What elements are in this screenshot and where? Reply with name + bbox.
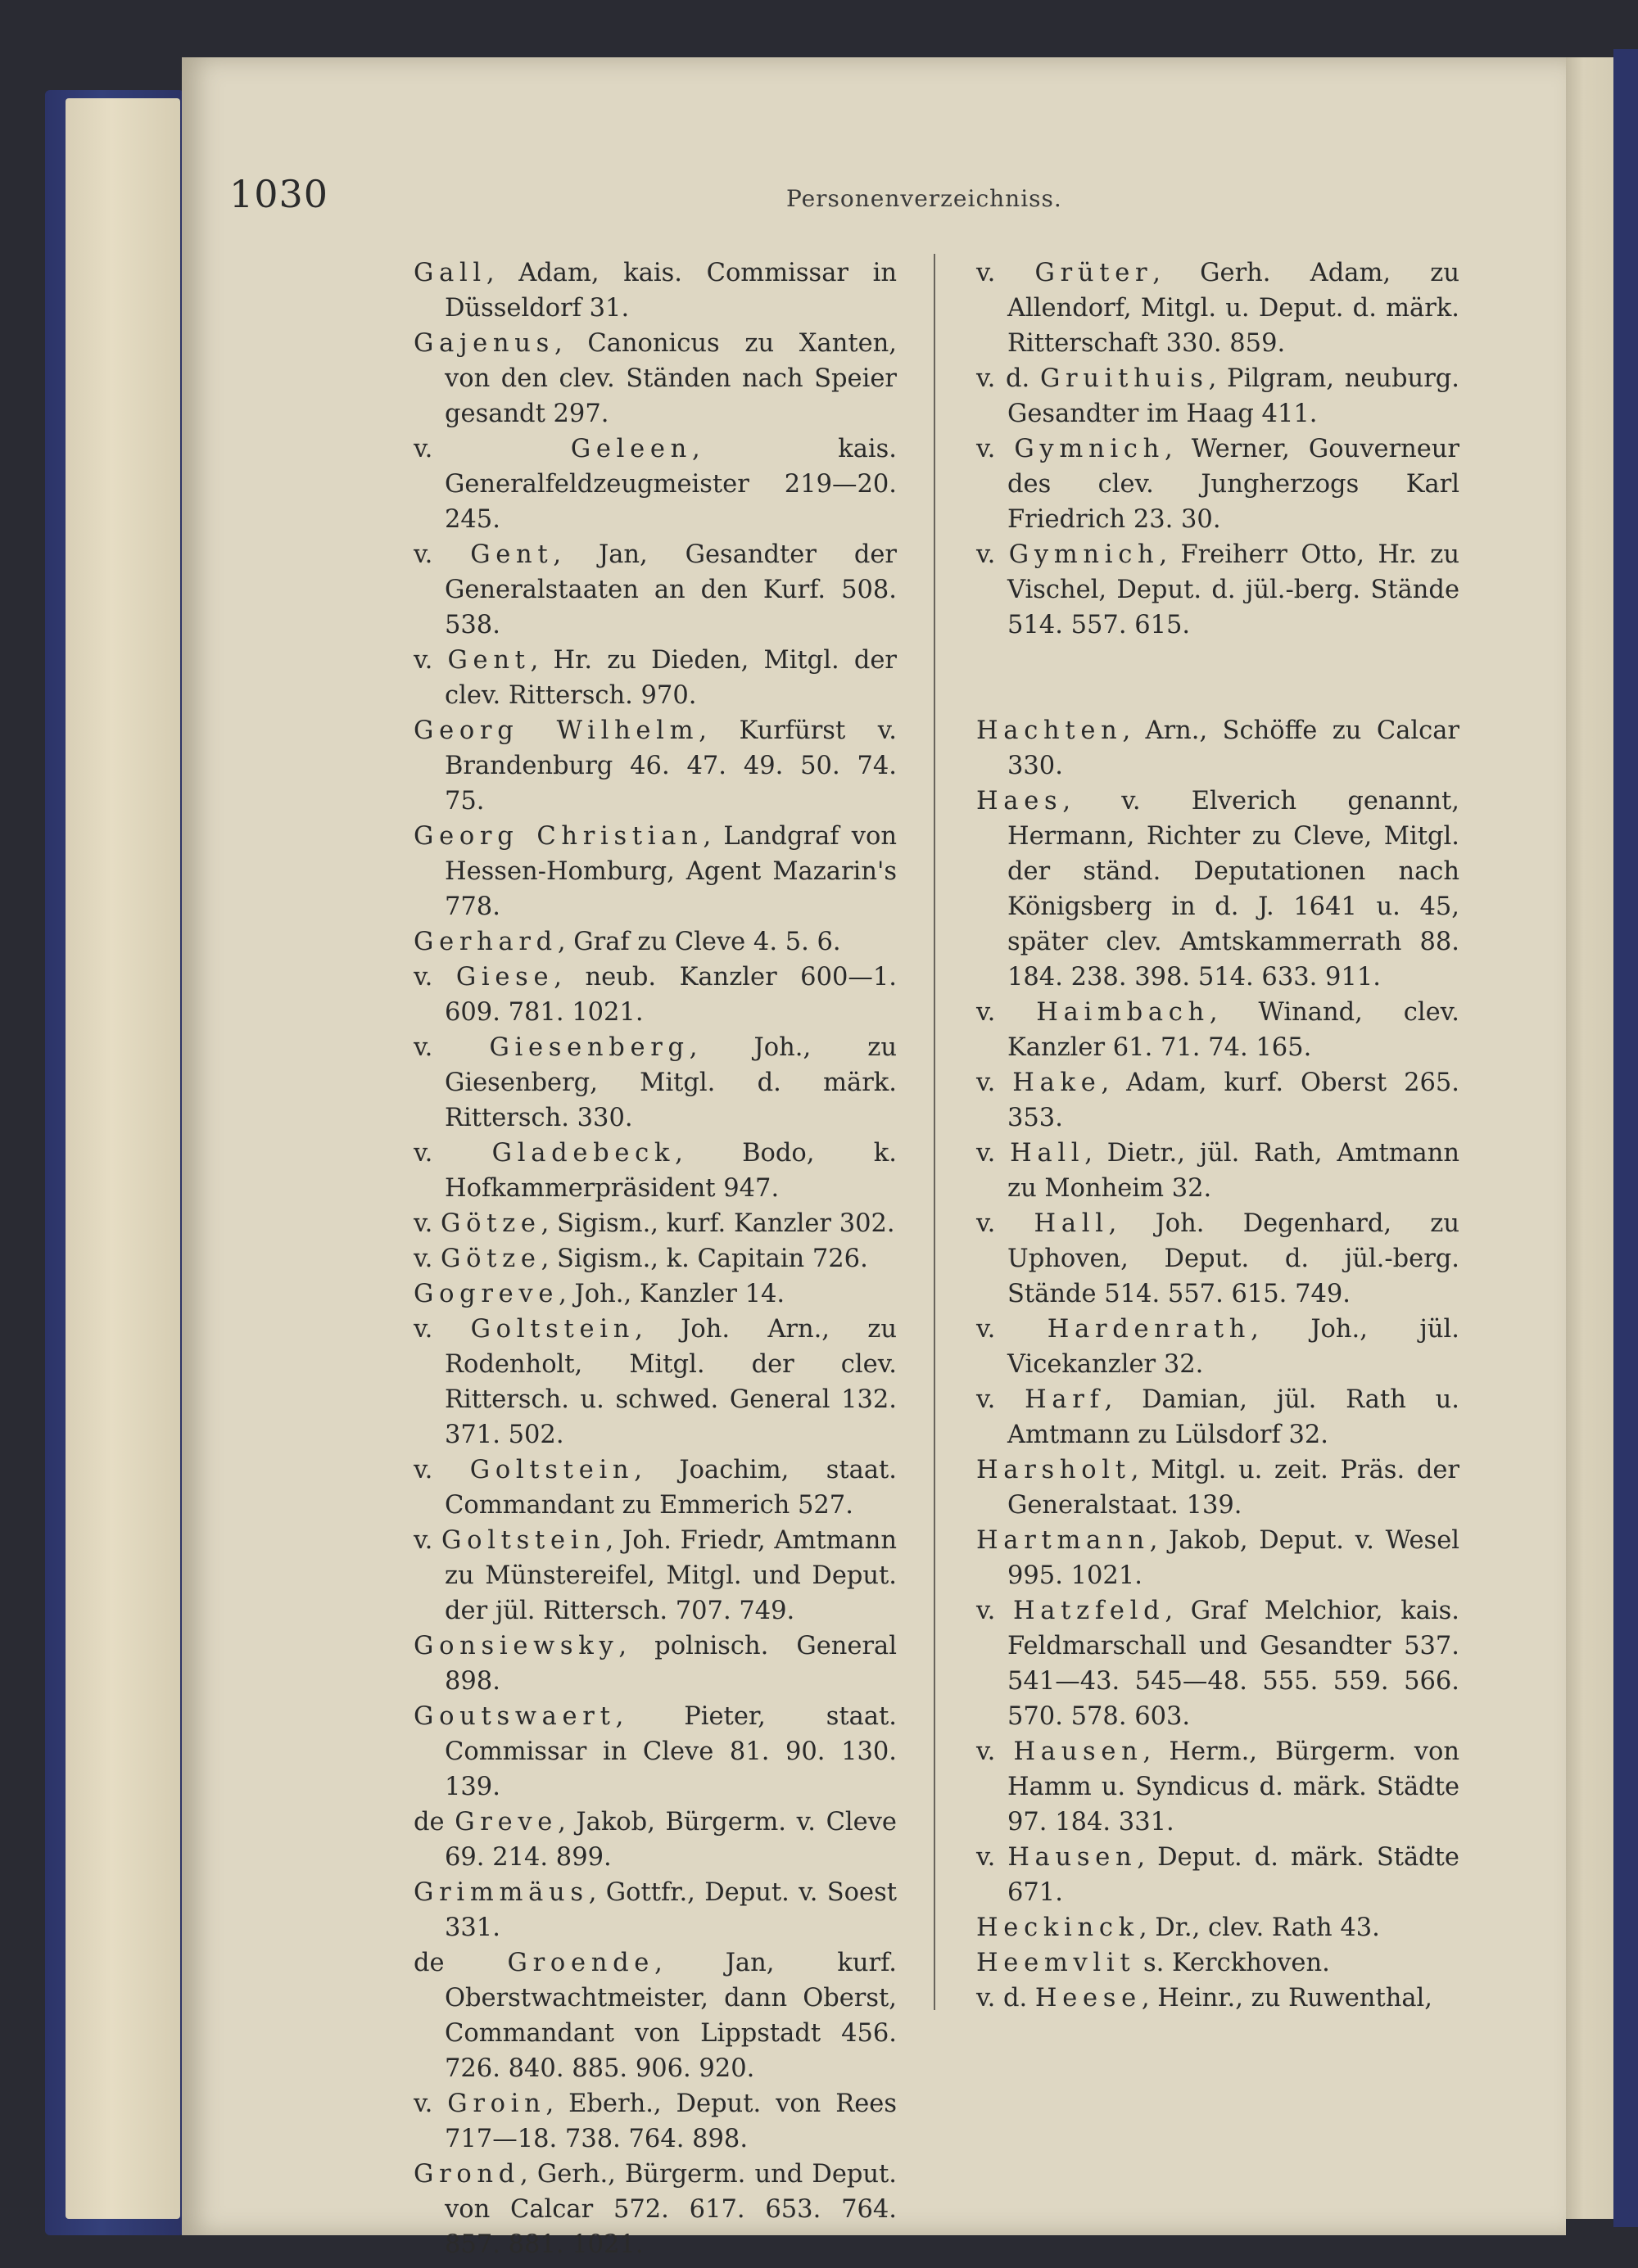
entry-prefix: v.: [976, 1139, 1011, 1168]
index-entry: [414, 643, 897, 713]
page-block-edge: [66, 98, 180, 2219]
index-entry: [976, 1382, 1459, 1453]
entry-prefix: v.: [414, 1139, 492, 1168]
entry-details: , v. Elverich genannt, Hermann, Richter zu Cleve, Mitgl. der ständ. Deputationen nach Königsberg in d. J. 1641 u. 45, später clev. Amtskammerrath 88. 184. 238. 398. 514. 633. 911.: [1007, 787, 1459, 992]
index-entry: [976, 1734, 1459, 1840]
index-entry: [414, 1875, 897, 1945]
entry-name: Heckinck: [976, 1913, 1139, 1942]
entry-details: , Damian, jül. Rath u. Amtmann zu Lülsdorf 32.: [1007, 1385, 1459, 1449]
entry-name: Gladebeck: [491, 1139, 676, 1168]
entry-name: Heese: [1034, 1984, 1142, 2013]
index-entry: [414, 1523, 897, 1629]
right-column: [976, 255, 1459, 2016]
entry-name: Hatzfeld: [1012, 1597, 1165, 1625]
entry-details: , kais. Generalfeldzeugmeister 219—20. 245.: [445, 435, 897, 534]
entry-name: Haes: [976, 787, 1063, 815]
index-entry: [976, 1840, 1459, 1910]
entry-name: Goltstein: [469, 1456, 635, 1484]
index-entry: [414, 819, 897, 924]
entry-name: Geleen: [570, 435, 692, 463]
index-entry: [414, 1699, 897, 1805]
entry-name: Giese: [455, 963, 554, 992]
entry-details: , Canonicus zu Xanten, von den clev. Ständen nach Speier gesandt 297.: [445, 329, 897, 428]
index-entry: [414, 431, 897, 537]
index-entry: [414, 537, 897, 643]
entry-prefix: v.: [976, 1597, 1013, 1625]
entry-name: Hall: [1034, 1209, 1109, 1238]
entry-prefix: v.: [414, 1456, 470, 1484]
index-entry: [976, 1945, 1459, 1981]
index-entry: [414, 2086, 897, 2157]
entry-name: Grüter: [1034, 259, 1153, 287]
index-entry: [414, 1136, 897, 1206]
entry-name: Gent: [470, 540, 554, 569]
entry-details: , Deput. d. märk. Städte 671.: [1007, 1843, 1459, 1907]
entry-name: Goltstein: [441, 1526, 606, 1555]
entry-prefix: de: [414, 1808, 455, 1837]
entry-details: , Dr., clev. Rath 43.: [1138, 1913, 1380, 1942]
entry-name: Hall: [1010, 1139, 1085, 1168]
index-entry: [414, 326, 897, 431]
left-column: [414, 255, 897, 2262]
entry-details: , Heinr., zu Ruwenthal,: [1141, 1984, 1432, 2013]
entry-details: , Herm., Bürgerm. von Hamm u. Syndicus d. märk. Städte 97. 184. 331.: [1007, 1737, 1459, 1837]
entry-details: , Gottfr., Deput. v. Soest 331.: [445, 1878, 897, 1942]
entry-name: Gerhard: [414, 928, 558, 956]
index-entry: [976, 1981, 1459, 2016]
entry-name: Gymnich: [1014, 435, 1165, 463]
entry-name: Grond: [414, 2160, 521, 2189]
entry-details: , Joh., jül. Vicekanzler 32.: [1007, 1315, 1459, 1379]
entry-details: , Joh., zu Giesenberg, Mitgl. d. märk. Rittersch. 330.: [445, 1033, 897, 1132]
entry-details: , neub. Kanzler 600—1. 609. 781. 1021.: [445, 963, 897, 1027]
entry-details: , Joh. Degenhard, zu Uphoven, Deput. d. jül.-berg. Stände 514. 557. 615. 749.: [1007, 1209, 1459, 1308]
index-entry: [414, 1945, 897, 2086]
entry-name: Götze: [441, 1245, 541, 1273]
running-title: Personenverzeichniss.: [786, 185, 1062, 212]
entry-prefix: v.: [976, 1209, 1034, 1238]
entry-name: Hartmann: [976, 1526, 1150, 1555]
index-entry: [414, 255, 897, 326]
entry-name: Hausen: [1007, 1843, 1138, 1872]
entry-details: , Hr. zu Dieden, Mitgl. der clev. Rittersch. 970.: [445, 646, 897, 710]
index-entry: [976, 1910, 1459, 1945]
entry-prefix: v.: [976, 1385, 1025, 1414]
entry-prefix: v.: [976, 1068, 1013, 1097]
entry-name: Hardenrath: [1047, 1315, 1251, 1344]
entry-name: Gymnich: [1008, 540, 1160, 569]
entry-details: , Pilgram, neuburg. Gesandter im Haag 411.: [1007, 364, 1459, 428]
entry-details: , Arn., Schöffe zu Calcar 330.: [1007, 716, 1459, 780]
entry-details: , Mitgl. u. zeit. Präs. der Generalstaat. 139.: [1007, 1456, 1459, 1520]
entry-name: Grimmäus: [414, 1878, 589, 1907]
index-entry: [414, 1030, 897, 1136]
index-entry: [976, 361, 1459, 431]
entry-prefix: v.: [414, 1315, 471, 1344]
entry-prefix: v.: [976, 435, 1015, 463]
entry-details: , Jakob, Deput. v. Wesel 995. 1021.: [1007, 1526, 1459, 1590]
entry-name: Hake: [1012, 1068, 1102, 1097]
index-entry: [414, 2157, 897, 2262]
right-column-h-entries: [976, 713, 1459, 2016]
entry-prefix: v. d.: [976, 364, 1040, 393]
entry-details: , Sigism., k. Capitain 726.: [541, 1245, 868, 1273]
entry-details: , Jan, Gesandter der Generalstaaten an den Kurf. 508. 538.: [445, 540, 897, 639]
entry-details: , Adam, kurf. Oberst 265. 353.: [1007, 1068, 1459, 1132]
index-entry: [976, 1136, 1459, 1206]
entry-prefix: v.: [414, 2090, 448, 2118]
column-divider: [934, 254, 935, 2010]
entry-name: Greve: [455, 1808, 559, 1837]
entry-prefix: v.: [976, 1843, 1008, 1872]
entry-prefix: v.: [976, 259, 1035, 287]
entry-prefix: v.: [976, 998, 1037, 1027]
entry-prefix: v.: [414, 963, 456, 992]
entry-name: Harsholt: [976, 1456, 1131, 1484]
entry-name: Götze: [441, 1209, 541, 1238]
entry-name: Gonsiewsky: [414, 1632, 619, 1660]
index-entry: [976, 1593, 1459, 1734]
right-column-g-entries: [976, 255, 1459, 643]
index-entry: [976, 784, 1459, 995]
index-entry: [976, 713, 1459, 784]
entry-details: , Dietr., jül. Rath, Amtmann zu Monheim 32.: [1007, 1139, 1459, 1203]
entry-prefix: v.: [414, 540, 471, 569]
entry-prefix: v.: [414, 435, 571, 463]
entry-details: , Winand, clev. Kanzler 61. 71. 74. 165.: [1007, 998, 1459, 1062]
entry-name: Heemvlit: [976, 1949, 1136, 1977]
entry-name: Groin: [447, 2090, 546, 2118]
index-entry: [414, 960, 897, 1030]
index-entry: [414, 1312, 897, 1453]
entry-details: , Freiherr Otto, Hr. zu Vischel, Deput. d. jül.-berg. Stände 514. 557. 615.: [1007, 540, 1459, 639]
entry-name: Goutswaert: [414, 1702, 616, 1731]
section-gap: [976, 643, 1459, 713]
entry-prefix: de: [414, 1949, 508, 1977]
entry-prefix: v.: [414, 646, 448, 675]
entry-details: , Joachim, staat. Commandant zu Emmerich 527.: [445, 1456, 897, 1520]
index-entry: [976, 1453, 1459, 1523]
entry-prefix: v.: [414, 1526, 442, 1555]
entry-name: Giesenberg: [489, 1033, 690, 1062]
page-header: [229, 172, 1097, 221]
index-entry: [414, 1629, 897, 1699]
entry-details: , Bodo, k. Hofkammerpräsident 947.: [445, 1139, 897, 1203]
right-cover-edge: [1613, 49, 1638, 2227]
index-entry: [414, 924, 897, 960]
entry-prefix: v.: [414, 1033, 490, 1062]
entry-details: s. Kerckhoven.: [1135, 1949, 1330, 1977]
index-entry: [976, 995, 1459, 1065]
page-number: 1030: [229, 172, 329, 216]
entry-details: , Joh., Kanzler 14.: [559, 1280, 785, 1308]
entry-prefix: v.: [414, 1245, 441, 1273]
index-entry: [976, 1312, 1459, 1382]
entry-details: , Pieter, staat. Commissar in Cleve 81. 90. 130. 139.: [445, 1702, 897, 1801]
entry-name: Gent: [447, 646, 531, 675]
entry-name: Harf: [1025, 1385, 1105, 1414]
entry-name: Gruithuis: [1039, 364, 1209, 393]
index-entry: [414, 1453, 897, 1523]
index-entry: [414, 1276, 897, 1312]
entry-details: , Landgraf von Hessen-Homburg, Agent Mazarin's 778.: [445, 822, 897, 921]
entry-name: Haimbach: [1036, 998, 1210, 1027]
entry-details: , Joh. Arn., zu Rodenholt, Mitgl. der clev. Rittersch. u. schwed. General 132. 371. 502.: [445, 1315, 897, 1449]
entry-details: , Graf zu Cleve 4. 5. 6.: [557, 928, 841, 956]
entry-prefix: v. d.: [976, 1984, 1035, 2013]
entry-prefix: v.: [976, 540, 1009, 569]
entry-prefix: v.: [414, 1209, 441, 1238]
entry-details: , Eberh., Deput. von Rees 717—18. 738. 764. 898.: [445, 2090, 897, 2153]
entry-name: Gogreve: [414, 1280, 559, 1308]
index-entry: [976, 1206, 1459, 1312]
entry-details: , Sigism., kurf. Kanzler 302.: [541, 1209, 895, 1238]
index-entry: [414, 1241, 897, 1276]
entry-details: , Werner, Gouverneur des clev. Jungherzogs Karl Friedrich 23. 30.: [1007, 435, 1459, 534]
index-entry: [976, 537, 1459, 643]
index-entry: [976, 255, 1459, 361]
entry-details: , Gerh. Adam, zu Allendorf, Mitgl. u. Deput. d. märk. Ritterschaft 330. 859.: [1007, 259, 1459, 358]
entry-name: Gajenus: [414, 329, 554, 358]
index-entry: [976, 431, 1459, 537]
index-entry: [976, 1523, 1459, 1593]
entry-prefix: v.: [976, 1737, 1014, 1766]
entry-details: , Graf Melchior, kais. Feldmarschall und Gesandter 537. 541—43. 545—48. 555. 559. 566. 570. 578. 603.: [1007, 1597, 1459, 1731]
entry-details: , polnisch. General 898.: [445, 1632, 897, 1696]
entry-details: , Adam, kais. Commissar in Düsseldorf 31.: [445, 259, 897, 323]
entry-details: , Gerh., Bürgerm. und Deput. von Calcar 572. 617. 653. 764. 857. 881. 1021.: [445, 2160, 897, 2259]
entry-name: Georg Christian: [414, 822, 704, 851]
index-entry: [414, 1805, 897, 1875]
entry-details: , Jakob, Bürgerm. v. Cleve 69. 214. 899.: [445, 1808, 897, 1872]
entry-prefix: v.: [976, 1315, 1048, 1344]
index-entry: [976, 1065, 1459, 1136]
entry-details: , Kurfürst v. Brandenburg 46. 47. 49. 50. 74. 75.: [445, 716, 897, 815]
entry-name: Gall: [414, 259, 486, 287]
index-entry: [414, 1206, 897, 1241]
entry-name: Hausen: [1013, 1737, 1143, 1766]
entry-name: Hachten: [976, 716, 1123, 745]
index-entry: [414, 713, 897, 819]
entry-name: Goltstein: [470, 1315, 636, 1344]
entry-name: Georg Wilhelm: [414, 716, 699, 745]
entry-details: , Joh. Friedr, Amtmann zu Münstereifel, Mitgl. und Deput. der jül. Rittersch. 707. 749.: [445, 1526, 897, 1625]
entry-details: , Jan, kurf. Oberstwachtmeister, dann Oberst, Commandant von Lippstadt 456. 726. 840. 885. 906. 920.: [445, 1949, 897, 2083]
entry-name: Groende: [507, 1949, 655, 1977]
